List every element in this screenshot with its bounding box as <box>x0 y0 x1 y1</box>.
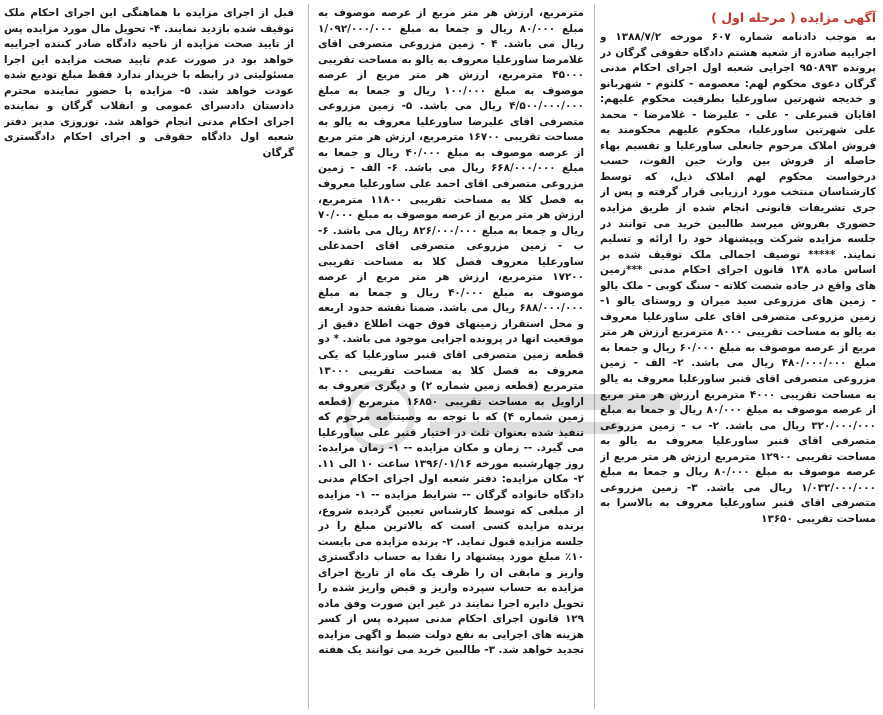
notice-title: آگهی مزایده ( مرحله اول ) <box>711 10 876 25</box>
notice-column-middle: مترمربع، ارزش هر متر مربع از عرصه موصوف به مبلغ ۸۰/۰۰۰ ریال و جمعا به مبلغ ۱/۰۹۲/۰۰۰/۰۰۰ ریال می باشد. ۴ - زمین مزروعی متصرفی اقای غلامرضا ساورعلیا معروف به یالو به مساحت تقریبی ۴۵۰۰۰ مترمربع، ارزش هر متر مربع از عرصه موصوف به مبلغ ۱۰۰/۰۰۰ ریال و جمعا به مبلغ ۴/۵۰۰/۰۰۰/۰۰۰ ریال می باشد. ۵- زمین مزروعی متصرفی اقای علیرضا ساورعلیا معروف به یالو به مساحت تقریبی ۱۶۷۰۰ مترمربع، ارزش هر متر مربع از عرصه موصوف به مبلغ ۴۰/۰۰۰ ریال و جمعا به مبلغ ۶۶۸/۰۰۰/۰۰۰ ریال می باشد. ۶- الف - زمین مزروعی متصرفی اقای احمد علی ساورعلیا معروف به فصل کلا به مساحت تقریبی ۱۱۸۰۰ مترمربع، ارزش هر متر مربع از عرصه موصوف به مبلغ ۷۰/۰۰۰ ریال و جمعا به مبلغ ۸۲۶/۰۰۰/۰۰۰ ریال می باشد. ۶- ب - زمین مزروعی متصرفی اقای احمدعلی ساورعلیا معروف فصل کلا به مساحت تقریبی ۱۷۲۰۰ مترمربع، ارزش هر متر مربع از عرصه موصوف به مبلغ ۴۰/۰۰۰ ریال و جمعا به مبلغ ۶۸۸/۰۰۰/۰۰۰ ریال می باشد. ضمنا نقشه حدود اربعه و محل استقرار زمینهای فوق جهت اطلاع دقیق از موقعیت انها در پرونده اجرایی موجود می باشد. * دو قطعه زمین متصرفی اقای قنبر ساورعلیا که یکی معروف به فصل کلا به مساحت تقریبی ۱۳۰۰۰ مترمربع (قطعه زمین شماره ۲) و دیگری معروف به اراویل به مساحت تقریبی ۱۶۸۵۰ مترمربع (قطعه زمین شماره ۴) که با توجه به وصیتنامه مرحوم که تنفیذ شده بعنوان ثلث در اختیار قنبر علی ساورعلیا می گیرد. -- زمان و مکان مزایده -- ۱- زمان مزایده: روز چهارشنبه مورخه ۱۳۹۶/۰۱/۱۶ ساعت ۱۰ الی ۱۱. ۲- مکان مزایده: دفتر شعبه اول اجرای احکام مدنی دادگاه خانواده گرگان -- شرایط مزایده -- ۱- مزایده از مبلغی که توسط کارشناس تعیین گردیده شروع، برنده مزایده کسی است که بالاترین مبلغ را در جلسه مزایده قبول نماید. ۲- برنده مزایده می بایست ۱۰٪ مبلغ مورد پیشنهاد را نقدا به حساب دادگستری واریز و مابقی ان را ظرف یک ماه از تاریخ اجرای مزایده به حساب سپرده واریز و قبض واریز شده را تحویل دایره اجرا نمایند در غیر این صورت وفق ماده ۱۲۹ قانون اجرای احکام مدنی سپرده پس از کسر هزینه های اجرایی به نفع دولت ضبط و اگهی مزایده تجدید خواهد شد. ۳- طالبین خرید می توانند یک هفته <box>318 7 584 657</box>
notice-column-left: قبل از اجرای مزایده با هماهنگی این اجرای احکام ملک توقیف شده بازدید نمایند. ۴- تحویل مال مورد مزایده پس از تایید صحت مزایده از ناحیه دادگاه صادر کننده اجراییه خواهد بود در صورت عدم تایید صحت مزایده این اجرا مسئولیتی در رابطه با خریدار ندارد فقط مبلغ تودیع شده عودت خواهد شد. ۵- مزایده با حضور نماینده محترم دادستان دادسرای عمومی و انقلاب گرگان و نماینده اجرای احکام مدنی انجام خواهد شد. نوروزی مدیر دفتر شعبه اول دادگاه حقوقی و اجرای احکام دادگستری گرگان <box>4 7 294 159</box>
column-divider-right <box>594 4 595 709</box>
notice-column-right: به موجب دادنامه شماره ۶۰۷ مورخه ۱۳۸۸/۷/۲ و اجراییه صادره از شعبه هشتم دادگاه حقوقی گرگان در پرونده ۹۵۰۸۹۳ اجرایی شعبه اول اجرای احکام مدنی گرگان دعوی محکوم لهم: معصومه - کلثوم - شهربانو و خدیجه شهرتین ساورعلیا بطرفیت محکوم علیهم: اقایان قنبرعلی - علی - علیرضا - غلامرضا - محمد علی شهرتین ساورعلیا، محکوم علیهم محکومند به فروش املاک مرحوم جانعلی ساورعلیا و تقسیم بهاء حاصله از فروش بین وارث حین الفوت، حسب درخواست محکوم لهم املاک ذیل، که توسط کارشناسان منتخب مورد ارزیابی قرار گرفته و پس از جری تشریفات قانونی انجام شده از طریق مزایده حضوری بفروش میرسد طالبین خرید می توانند در جلسه مزایده شرکت وپیشنهاد خود را ارائه و تسلیم نمایند. ***** توصیف اجمالی ملک توقیف شده بر اساس ماده ۱۳۸ قانون اجرای احکام مدنی ***زمین های واقع در جاده شصت کلاته - سنگ کوبی - ملک یالو - زمین های مزروعی سید میران و روستای یالو ۱- زمین مزروعی متصرفی اقای علی ساورعلیا معروف به یالو به مساحت تقریبی ۸۰۰۰ مترمربع ارزش هر متر مربع از عرصه موصوف به مبلغ ۶۰/۰۰۰ ریال و جمعا به مبلغ ۴۸۰/۰۰۰/۰۰۰ ریال می باشد. ۲- الف - زمین مزروعی متصرفی اقای قنبر ساورعلیا معروف به یالو به مساحت تقریبی ۴۰۰۰ مترمربع ارزش هر متر مربع از عرصه موصوف به مبلغ ۸۰/۰۰۰ ریال و جمعا به مبلغ ۳۲۰/۰۰۰/۰۰۰ ریال می باشد. ۲- ب - زمین مزروعی متصرفی اقای قنبر ساورعلیا معروف به یالو به مساحت تقریبی ۱۲۹۰۰ مترمربع ارزش هر متر مربع از عرصه موصوف به مبلغ ۸۰/۰۰۰ ریال و جمعا به مبلغ ۱/۰۳۲/۰۰۰/۰۰۰ ریال می باشد. ۳- زمین مزروعی متصرفی اقای قنبر ساورعلیا معروف به بالاسرا به مساحت تقریبی ۱۳۶۵۰ <box>600 31 876 525</box>
column-divider-left <box>308 4 309 709</box>
